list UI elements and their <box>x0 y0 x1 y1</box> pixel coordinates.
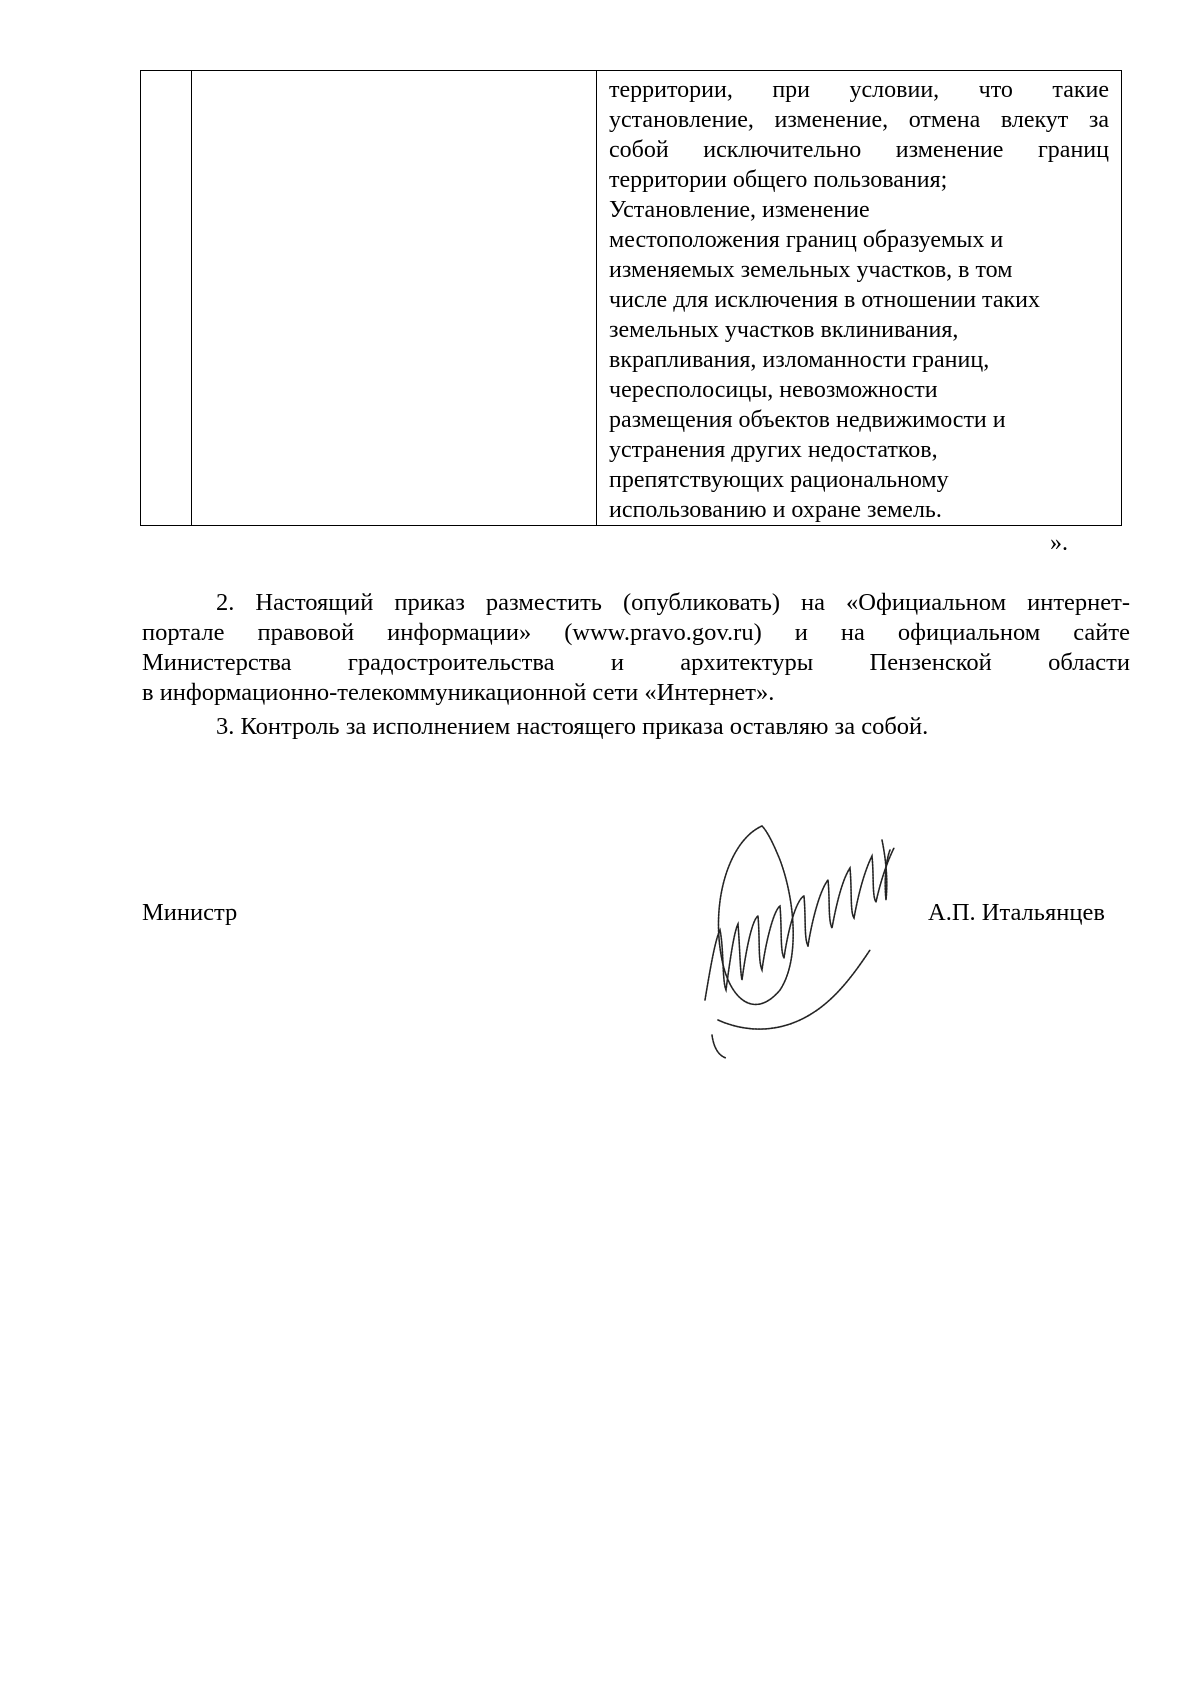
table-cell-description <box>597 71 1122 526</box>
cell-text-line: территории, при условии, что такие <box>609 77 1109 103</box>
table-cell-number <box>141 71 192 526</box>
closing-quote: ». <box>1050 530 1068 556</box>
table-cell-name <box>192 71 597 526</box>
cell-text-line: Установление, изменение <box>609 197 870 223</box>
paragraph-line: Министерства градостроительства и архитектуры Пензенской области <box>142 649 1130 676</box>
cell-text-line: изменяемых земельных участков, в том <box>609 257 1013 283</box>
cell-text-line: использованию и охране земель. <box>609 497 942 523</box>
cell-text-line: собой исключительно изменение границ <box>609 137 1109 163</box>
paragraph-line: 3. Контроль за исполнением настоящего приказа оставляю за собой. <box>216 713 929 740</box>
cell-text-line: чересполосицы, невозможности <box>609 377 938 403</box>
cell-text-line: территории общего пользования; <box>609 167 948 193</box>
paragraph-2 <box>142 588 1130 708</box>
position-title: Министр <box>142 899 238 926</box>
cell-text-line: вкрапливания, изломанности границ, <box>609 347 990 373</box>
paragraph-line: в информационно-телекоммуникационной сети «Интернет». <box>142 679 775 706</box>
cell-text-line: земельных участков вклинивания, <box>609 317 959 343</box>
cell-text-line: размещения объектов недвижимости и <box>609 407 1006 433</box>
cell-text-line: числе для исключения в отношении таких <box>609 287 1040 313</box>
cell-text-line: препятствующих рациональному <box>609 467 949 493</box>
cell-text-line: местоположения границ образуемых и <box>609 227 1004 253</box>
paragraph-line: 2. Настоящий приказ разместить (опубликовать) на «Официальном интернет- <box>216 589 1130 616</box>
continuation-table <box>140 70 1122 526</box>
handwritten-signature <box>700 820 910 1060</box>
paragraph-line: портале правовой информации» (www.pravo.gov.ru) и на официальном сайте <box>142 619 1130 646</box>
cell-text-line: устранения других недостатков, <box>609 437 938 463</box>
signer-name: А.П. Итальянцев <box>928 899 1105 926</box>
cell-text-line: установление, изменение, отмена влекут за <box>609 107 1109 133</box>
table-row <box>141 71 1122 526</box>
paragraph-3 <box>142 712 1130 742</box>
